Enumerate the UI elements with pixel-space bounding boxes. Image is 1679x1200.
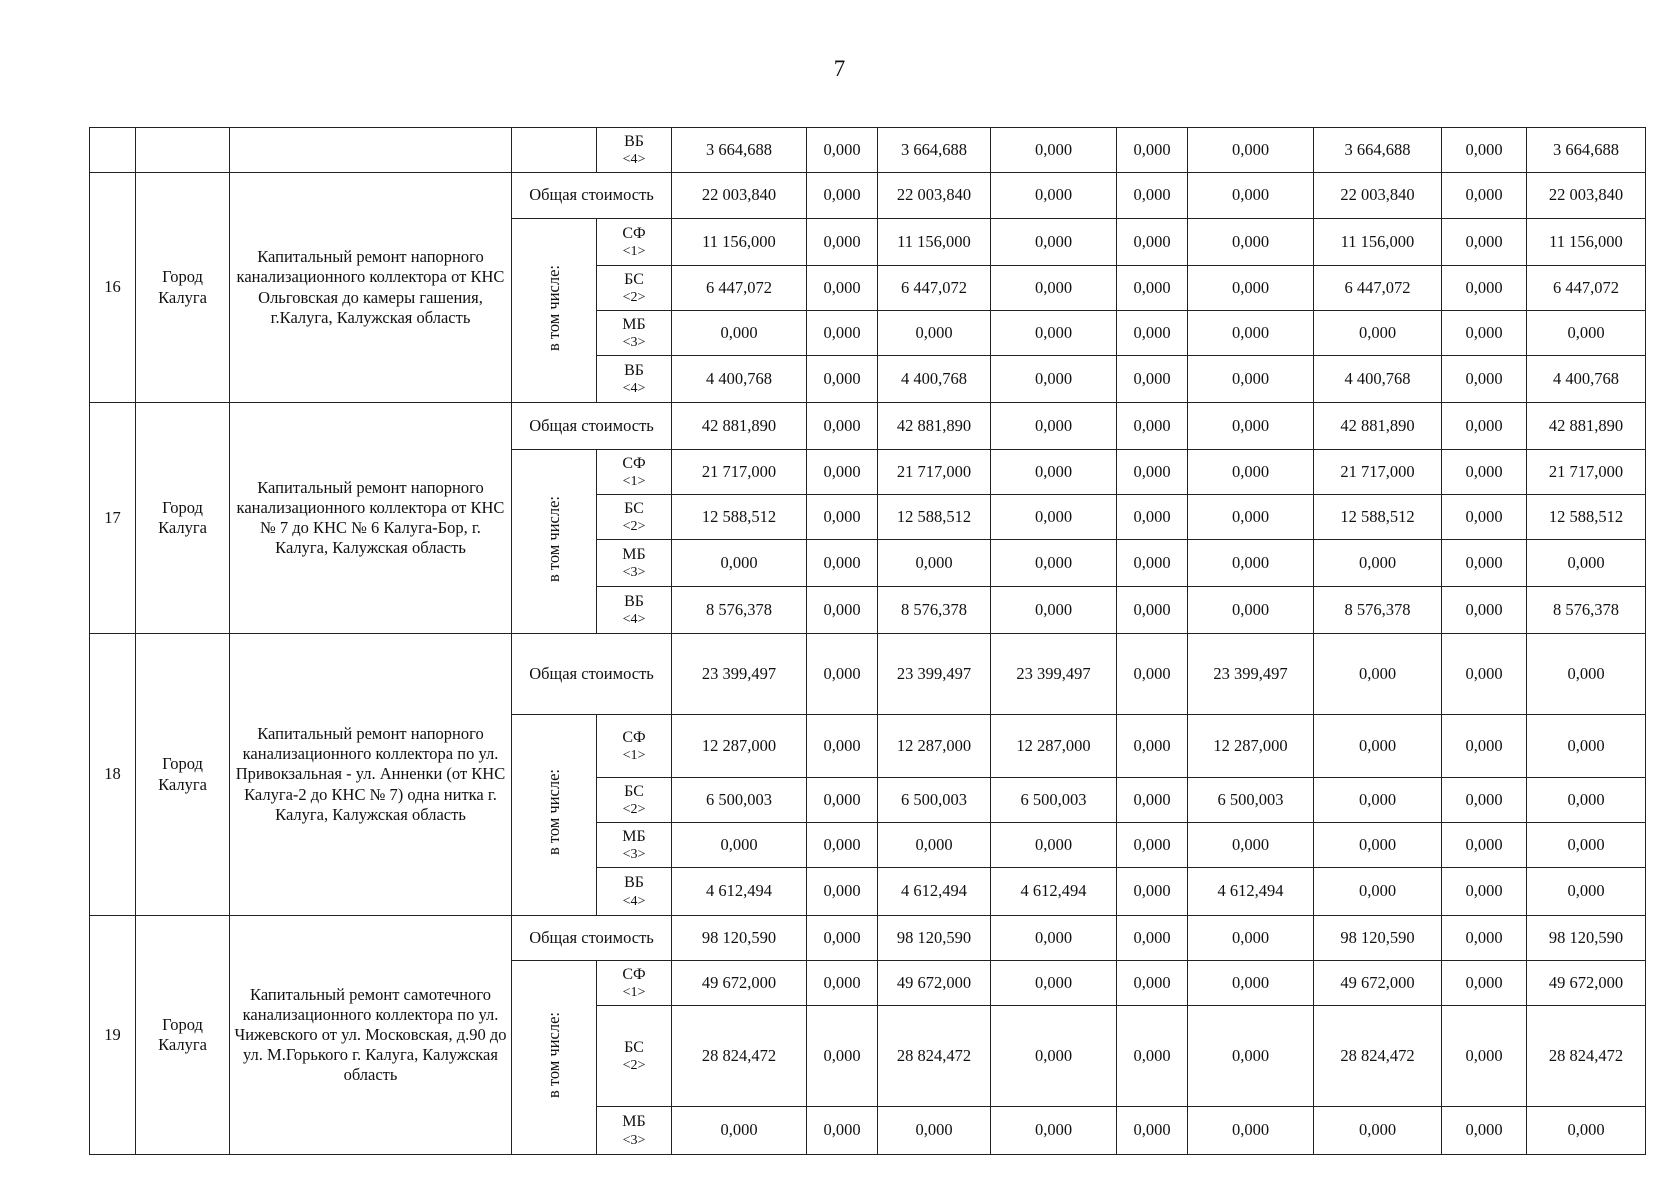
value-cell: 6 447,072 (1314, 266, 1442, 311)
value-cell: 0,000 (1117, 311, 1188, 356)
source-code: БС (624, 1038, 644, 1056)
value-cell: 0,000 (1314, 823, 1442, 868)
value-cell: 0,000 (991, 311, 1117, 356)
value-cell: 0,000 (1117, 961, 1188, 1006)
source-code: СФ (622, 454, 646, 472)
value-cell: 28 824,472 (672, 1006, 807, 1107)
page-number: 7 (833, 56, 846, 81)
value-cell: 12 287,000 (1188, 715, 1314, 778)
value-cell: 0,000 (1442, 916, 1527, 961)
source-cell (597, 868, 672, 916)
value-cell: 23 399,497 (991, 634, 1117, 715)
total-label: Общая стоимость (512, 403, 672, 450)
value-cell: 0,000 (807, 540, 878, 587)
total-label: Общая стоимость (512, 916, 672, 961)
source-cell (597, 540, 672, 587)
value-cell: 0,000 (1188, 823, 1314, 868)
value-cell: 98 120,590 (672, 916, 807, 961)
source-cell (597, 311, 672, 356)
value-cell: 0,000 (1188, 540, 1314, 587)
total-label: Общая стоимость (512, 173, 672, 219)
value-cell: 0,000 (672, 1107, 807, 1155)
value-cell: 4 400,768 (1527, 356, 1646, 403)
value-cell: 0,000 (1117, 823, 1188, 868)
including-text: в том числе: (543, 264, 563, 351)
value-cell: 49 672,000 (1314, 961, 1442, 1006)
value-cell: 0,000 (1442, 540, 1527, 587)
source-code: МБ (622, 545, 646, 563)
value-cell: 28 824,472 (1314, 1006, 1442, 1107)
value-cell: 0,000 (1442, 311, 1527, 356)
source-cell (597, 495, 672, 540)
value-cell: 4 400,768 (672, 356, 807, 403)
value-cell: 0,000 (991, 495, 1117, 540)
value-cell: 21 717,000 (878, 450, 991, 495)
value-cell: 22 003,840 (1314, 173, 1442, 219)
value-cell: 0,000 (1117, 778, 1188, 823)
source-note: <3> (622, 847, 646, 863)
source-note: <2> (622, 290, 646, 306)
value-cell: 0,000 (991, 173, 1117, 219)
source-cell (597, 823, 672, 868)
value-cell: 6 447,072 (672, 266, 807, 311)
value-cell: 0,000 (1314, 1107, 1442, 1155)
item-object: Капитальный ремонт самотечного канализационного коллектора по ул. Чижевского от ул. Московская, д.90 до ул. М.Горького г. Калуга, Калужская область (230, 916, 512, 1155)
value-cell: 0,000 (807, 778, 878, 823)
value-cell: 0,000 (807, 587, 878, 634)
value-cell: 4 612,494 (991, 868, 1117, 916)
value-cell: 3 664,688 (878, 128, 991, 173)
source-note: <1> (622, 748, 646, 764)
value-cell: 0,000 (807, 868, 878, 916)
value-cell: 0,000 (991, 219, 1117, 266)
source-note: <4> (622, 893, 646, 909)
value-cell: 0,000 (1442, 1107, 1527, 1155)
value-cell: 0,000 (1442, 823, 1527, 868)
value-cell: 0,000 (878, 1107, 991, 1155)
value-cell: 6 500,003 (991, 778, 1117, 823)
value-cell: 0,000 (1527, 823, 1646, 868)
value-cell: 6 500,003 (1188, 778, 1314, 823)
value-cell: 0,000 (1442, 403, 1527, 450)
item-object: Капитальный ремонт напорного канализационного коллектора от КНС № 7 до КНС № 6 Калуга-Бор, г. Калуга, Калужская область (230, 403, 512, 634)
value-cell: 0,000 (991, 823, 1117, 868)
number-cell (90, 128, 136, 173)
value-cell: 0,000 (1527, 540, 1646, 587)
value-cell: 0,000 (1117, 403, 1188, 450)
source-cell (597, 778, 672, 823)
value-cell: 4 612,494 (878, 868, 991, 916)
value-cell: 0,000 (1117, 634, 1188, 715)
including-label (512, 219, 597, 403)
item-city: Город Калуга (136, 916, 230, 1155)
value-cell: 0,000 (1188, 173, 1314, 219)
source-note: <4> (622, 381, 646, 397)
value-cell: 42 881,890 (1527, 403, 1646, 450)
including-text: в том числе: (543, 769, 563, 856)
value-cell: 0,000 (1527, 778, 1646, 823)
value-cell: 0,000 (807, 634, 878, 715)
source-note: <1> (622, 244, 646, 260)
value-cell: 0,000 (1188, 219, 1314, 266)
source-code: ВБ (624, 874, 644, 892)
item-city: Город Калуга (136, 634, 230, 916)
value-cell: 0,000 (1117, 128, 1188, 173)
value-cell: 0,000 (1117, 587, 1188, 634)
value-cell: 0,000 (991, 356, 1117, 403)
value-cell: 0,000 (1188, 916, 1314, 961)
value-cell: 0,000 (991, 128, 1117, 173)
value-cell: 3 664,688 (672, 128, 807, 173)
source-note: <2> (622, 1058, 646, 1074)
value-cell: 22 003,840 (878, 173, 991, 219)
value-cell: 22 003,840 (672, 173, 807, 219)
value-cell: 0,000 (1527, 715, 1646, 778)
source-code: МБ (622, 1113, 646, 1131)
value-cell: 0,000 (672, 540, 807, 587)
item-number: 18 (90, 634, 136, 916)
source-note: <1> (622, 474, 646, 490)
value-cell: 0,000 (807, 961, 878, 1006)
value-cell: 0,000 (807, 450, 878, 495)
source-code: БС (624, 782, 644, 800)
value-cell: 12 588,512 (878, 495, 991, 540)
value-cell: 0,000 (807, 823, 878, 868)
value-cell: 11 156,000 (1314, 219, 1442, 266)
including-label (512, 715, 597, 916)
value-cell: 0,000 (991, 1006, 1117, 1107)
item-object: Капитальный ремонт напорного канализационного коллектора от КНС Ольговская до камеры гашения, г.Калуга, Калужская область (230, 173, 512, 403)
table-row (90, 173, 1646, 219)
value-cell: 0,000 (1442, 173, 1527, 219)
value-cell: 0,000 (807, 1006, 878, 1107)
value-cell: 4 400,768 (1314, 356, 1442, 403)
value-cell: 98 120,590 (1527, 916, 1646, 961)
source-cell (597, 450, 672, 495)
value-cell: 0,000 (1442, 219, 1527, 266)
value-cell: 0,000 (1188, 356, 1314, 403)
value-cell: 0,000 (1188, 311, 1314, 356)
item-city: Город Калуга (136, 173, 230, 403)
value-cell: 0,000 (1117, 219, 1188, 266)
source-code: МБ (622, 315, 646, 333)
value-cell: 0,000 (807, 715, 878, 778)
source-code: БС (624, 499, 644, 517)
value-cell: 0,000 (807, 403, 878, 450)
value-cell: 0,000 (991, 540, 1117, 587)
value-cell: 6 447,072 (878, 266, 991, 311)
source-cell (597, 715, 672, 778)
value-cell: 98 120,590 (1314, 916, 1442, 961)
including-text: в том числе: (543, 1011, 563, 1098)
value-cell: 0,000 (1117, 266, 1188, 311)
value-cell: 0,000 (807, 266, 878, 311)
item-number: 17 (90, 403, 136, 634)
table-row (90, 128, 1646, 173)
value-cell: 0,000 (1442, 961, 1527, 1006)
source-code: СФ (622, 224, 646, 242)
including-cell (512, 128, 597, 173)
value-cell: 0,000 (1442, 128, 1527, 173)
value-cell: 0,000 (1117, 356, 1188, 403)
value-cell: 0,000 (807, 173, 878, 219)
value-cell: 23 399,497 (1188, 634, 1314, 715)
source-cell (597, 587, 672, 634)
value-cell: 8 576,378 (878, 587, 991, 634)
source-cell (597, 961, 672, 1006)
source-note: <4> (622, 612, 646, 628)
value-cell: 8 576,378 (1527, 587, 1646, 634)
item-city: Город Калуга (136, 403, 230, 634)
value-cell: 49 672,000 (672, 961, 807, 1006)
value-cell: 6 447,072 (1527, 266, 1646, 311)
value-cell: 0,000 (878, 311, 991, 356)
value-cell: 0,000 (1314, 540, 1442, 587)
value-cell: 0,000 (1314, 634, 1442, 715)
value-cell: 8 576,378 (1314, 587, 1442, 634)
source-code: СФ (622, 728, 646, 746)
value-cell: 4 612,494 (1188, 868, 1314, 916)
value-cell: 42 881,890 (672, 403, 807, 450)
value-cell: 0,000 (1314, 715, 1442, 778)
value-cell: 0,000 (991, 403, 1117, 450)
source-code: ВБ (624, 361, 644, 379)
source-note: <3> (622, 565, 646, 581)
value-cell: 21 717,000 (1527, 450, 1646, 495)
value-cell: 22 003,840 (1527, 173, 1646, 219)
value-cell: 0,000 (1117, 1006, 1188, 1107)
item-object: Капитальный ремонт напорного канализационного коллектора по ул. Привокзальная - ул. Анненки (от КНС Калуга-2 до КНС № 7) одна нитка г. Калуга, Калужская область (230, 634, 512, 916)
value-cell: 8 576,378 (672, 587, 807, 634)
value-cell: 28 824,472 (878, 1006, 991, 1107)
value-cell: 0,000 (1117, 173, 1188, 219)
value-cell: 0,000 (1442, 715, 1527, 778)
source-code: СФ (622, 965, 646, 983)
value-cell: 28 824,472 (1527, 1006, 1646, 1107)
value-cell: 0,000 (991, 587, 1117, 634)
value-cell: 0,000 (1188, 495, 1314, 540)
value-cell: 0,000 (807, 219, 878, 266)
table-row (90, 634, 1646, 715)
source-code: ВБ (624, 592, 644, 610)
value-cell: 0,000 (1442, 634, 1527, 715)
source-cell (597, 1006, 672, 1107)
value-cell: 49 672,000 (1527, 961, 1646, 1006)
value-cell: 0,000 (991, 1107, 1117, 1155)
item-number: 16 (90, 173, 136, 403)
value-cell: 12 287,000 (878, 715, 991, 778)
value-cell: 21 717,000 (1314, 450, 1442, 495)
value-cell: 0,000 (1442, 450, 1527, 495)
table-row (90, 403, 1646, 450)
value-cell: 0,000 (991, 961, 1117, 1006)
value-cell: 0,000 (1314, 868, 1442, 916)
value-cell: 0,000 (807, 916, 878, 961)
value-cell: 12 287,000 (991, 715, 1117, 778)
value-cell: 3 664,688 (1527, 128, 1646, 173)
value-cell: 0,000 (991, 450, 1117, 495)
value-cell: 23 399,497 (672, 634, 807, 715)
value-cell: 0,000 (878, 823, 991, 868)
value-cell: 0,000 (1442, 266, 1527, 311)
value-cell: 0,000 (807, 495, 878, 540)
value-cell: 42 881,890 (878, 403, 991, 450)
source-code: БС (624, 270, 644, 288)
value-cell: 0,000 (1442, 868, 1527, 916)
including-text: в том числе: (543, 495, 563, 582)
value-cell: 0,000 (1527, 634, 1646, 715)
value-cell: 0,000 (1117, 916, 1188, 961)
source-cell (597, 1107, 672, 1155)
value-cell: 0,000 (807, 128, 878, 173)
value-cell: 0,000 (1314, 311, 1442, 356)
value-cell: 0,000 (991, 916, 1117, 961)
value-cell: 23 399,497 (878, 634, 991, 715)
value-cell: 0,000 (1188, 961, 1314, 1006)
value-cell: 0,000 (1442, 778, 1527, 823)
value-cell: 21 717,000 (672, 450, 807, 495)
source-code: МБ (622, 827, 646, 845)
source-note: <2> (622, 802, 646, 818)
value-cell: 0,000 (1117, 495, 1188, 540)
source-code: ВБ (624, 132, 644, 150)
value-cell: 42 881,890 (1314, 403, 1442, 450)
value-cell: 0,000 (1188, 587, 1314, 634)
value-cell: 12 588,512 (1314, 495, 1442, 540)
value-cell: 0,000 (807, 311, 878, 356)
value-cell: 0,000 (807, 356, 878, 403)
value-cell: 12 588,512 (1527, 495, 1646, 540)
source-note: <4> (622, 152, 646, 168)
value-cell: 0,000 (1188, 450, 1314, 495)
value-cell: 0,000 (878, 540, 991, 587)
value-cell: 12 287,000 (672, 715, 807, 778)
value-cell: 11 156,000 (878, 219, 991, 266)
including-label (512, 450, 597, 634)
value-cell: 4 612,494 (672, 868, 807, 916)
value-cell: 0,000 (1527, 868, 1646, 916)
value-cell: 3 664,688 (1314, 128, 1442, 173)
value-cell: 0,000 (1117, 1107, 1188, 1155)
value-cell: 0,000 (1442, 587, 1527, 634)
source-note: <1> (622, 985, 646, 1001)
object-cell (230, 128, 512, 173)
value-cell: 0,000 (1527, 311, 1646, 356)
value-cell: 0,000 (1117, 540, 1188, 587)
value-cell: 12 588,512 (672, 495, 807, 540)
value-cell: 0,000 (1527, 1107, 1646, 1155)
total-label: Общая стоимость (512, 634, 672, 715)
value-cell: 0,000 (1117, 868, 1188, 916)
value-cell: 0,000 (1442, 356, 1527, 403)
value-cell: 11 156,000 (672, 219, 807, 266)
value-cell: 0,000 (991, 266, 1117, 311)
value-cell: 0,000 (1188, 1107, 1314, 1155)
source-note: <3> (622, 335, 646, 351)
value-cell: 0,000 (1188, 403, 1314, 450)
budget-table (89, 127, 1646, 1155)
source-cell (597, 356, 672, 403)
value-cell: 4 400,768 (878, 356, 991, 403)
source-note: <2> (622, 519, 646, 535)
value-cell: 0,000 (807, 1107, 878, 1155)
value-cell: 49 672,000 (878, 961, 991, 1006)
value-cell: 0,000 (672, 823, 807, 868)
item-number: 19 (90, 916, 136, 1155)
table-row (90, 916, 1646, 961)
city-cell (136, 128, 230, 173)
value-cell: 0,000 (1117, 450, 1188, 495)
value-cell: 0,000 (1188, 128, 1314, 173)
value-cell: 0,000 (1442, 495, 1527, 540)
value-cell: 0,000 (1314, 778, 1442, 823)
value-cell: 6 500,003 (878, 778, 991, 823)
value-cell: 0,000 (1442, 1006, 1527, 1107)
value-cell: 11 156,000 (1527, 219, 1646, 266)
source-cell (597, 219, 672, 266)
source-note: <3> (622, 1132, 646, 1148)
value-cell: 0,000 (1188, 266, 1314, 311)
value-cell: 0,000 (672, 311, 807, 356)
source-cell (597, 128, 672, 173)
value-cell: 6 500,003 (672, 778, 807, 823)
value-cell: 0,000 (1117, 715, 1188, 778)
including-label (512, 961, 597, 1155)
source-cell (597, 266, 672, 311)
value-cell: 98 120,590 (878, 916, 991, 961)
value-cell: 0,000 (1188, 1006, 1314, 1107)
